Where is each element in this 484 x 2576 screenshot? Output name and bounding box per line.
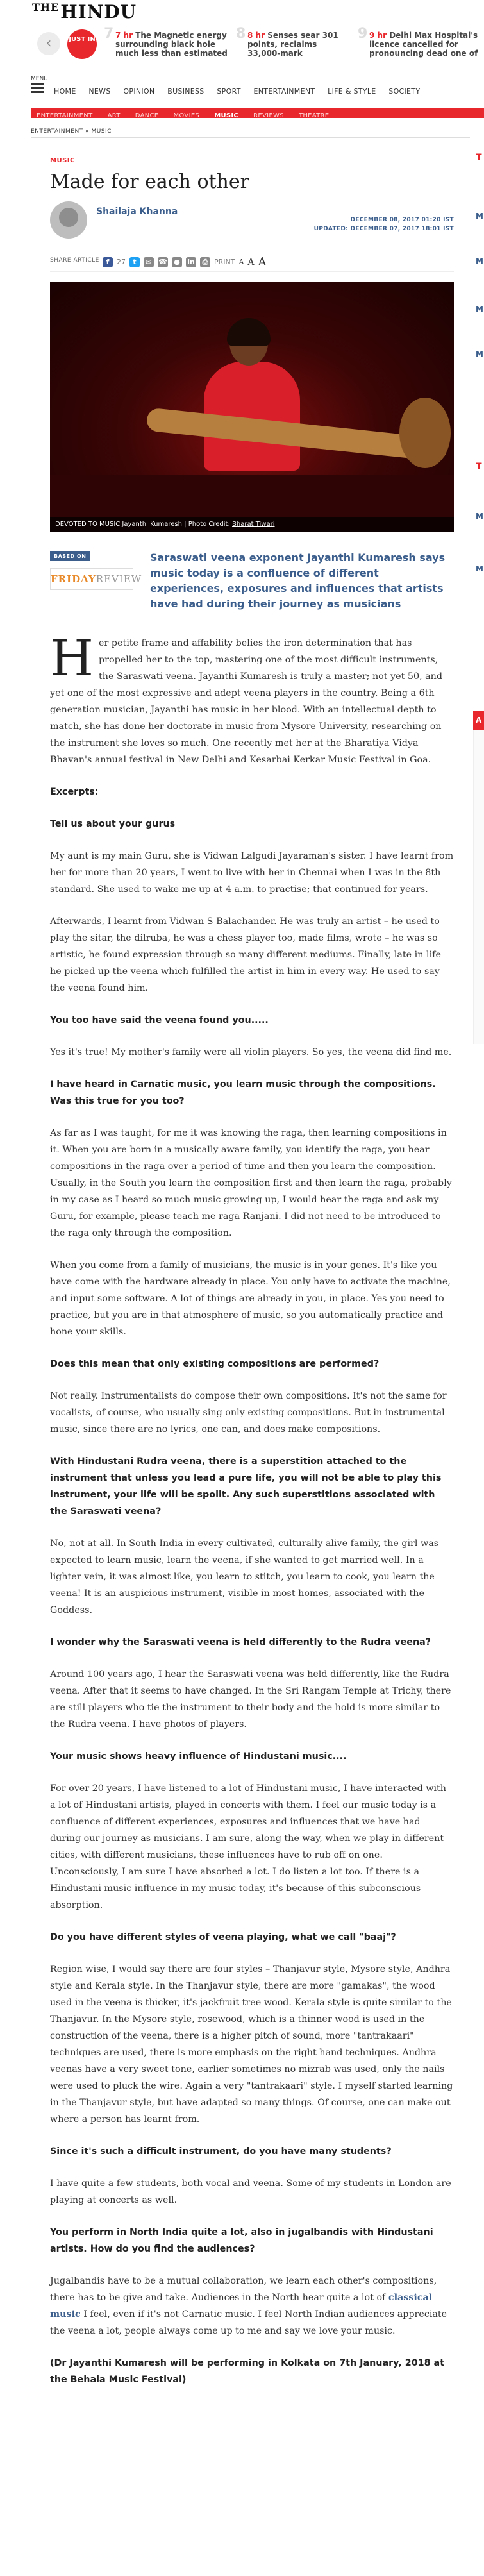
updated-date: UPDATED: DECEMBER 07, 2017 18:01 IST xyxy=(313,226,454,232)
answer: Yes it's true! My mother's family were all violin players. So yes, the veena did find me. xyxy=(50,1047,452,1057)
question: Your music shows heavy influence of Hindustani music.... xyxy=(50,1751,347,1762)
paragraph xyxy=(50,630,454,768)
drop-cap: H xyxy=(50,630,94,687)
hamburger-menu-icon[interactable] xyxy=(31,83,44,92)
friday-review-part2: REVIEW xyxy=(96,573,142,585)
answer: I have quite a few students, both vocal and veena. Some of my students in London are playing at concerts as well. xyxy=(50,2178,451,2205)
author-avatar xyxy=(50,201,87,239)
answer: My aunt is my main Guru, she is Vidwan Lalgudi Jayaraman's sister. I have learnt from her for more than 20 years, I went to live with her in Chennai when I was in the 8th standard. She used to wake me up at 4 a.m. to practise; that continued for years. xyxy=(50,851,454,895)
divider xyxy=(31,137,470,138)
subnav-item-entertainment[interactable]: ENTERTAINMENT xyxy=(37,112,93,119)
breadcrumb[interactable]: ENTERTAINMENT » MUSIC xyxy=(31,128,112,135)
logo-prefix: THE xyxy=(32,1,60,13)
question: Does this mean that only existing compositions are performed? xyxy=(50,1359,380,1369)
news-ticker xyxy=(32,24,484,64)
answer: When you come from a family of musicians, the music is in your genes. It's like you have come with the hardware already in place. You only have to activate the machine, and input some software. A lot of things are already in you, in place. Yes you need to practice, but you are in that atmosphere of music, so you automatically practice and hone your skills. xyxy=(50,1260,451,1337)
answer: As far as I was taught, for me it was knowing the raga, then learning compositions in it. When you are born in a musically aware family, you identify the raga, you hear compositions in the raga over a period of time and then you learn the composition. Usually, in the South you learn the composition first and then learn the raga, probably in my case as I heard so much music growing up, I would hear the raga and ask my Guru, for example, please teach me raga Ranjani. I did not need to be introduced to the raga only through the composition. xyxy=(50,1128,452,1238)
question: You perform in North India quite a lot, also in jugalbandis with Hindustani artists. How do you find the audiences? xyxy=(50,2227,433,2254)
section-tag[interactable]: MUSIC xyxy=(50,157,75,164)
rail-item[interactable]: M xyxy=(476,564,483,573)
rail-item[interactable]: M xyxy=(476,305,483,314)
answer: Not really. Instrumentalists do compose their own compositions. It's not the same for vocalists, of course, who usually sing only existing compositions. But in instrumental music, since there are no lyrics, one can, and does make compositions. xyxy=(50,1391,447,1435)
logo-text: HINDU xyxy=(60,1,137,22)
rail-item[interactable]: M xyxy=(476,212,483,221)
photo-credit-link[interactable]: Bharat Tiwari xyxy=(232,521,275,528)
author-name[interactable]: Shailaja Khanna xyxy=(96,206,178,217)
nav-item-life-style[interactable]: LIFE & STYLE xyxy=(328,87,376,96)
ticker-headline: The Magnetic energy surrounding black hole much less than estimated xyxy=(115,31,228,58)
answer: Afterwards, I learnt from Vidwan S Balachander. He was truly an artist – he used to play the sitar, the dilruba, he was a chess player too, made films, wrote – he was so artistic, he found expression through so many different mediums. Finally, late in life he picked up the veena which fulfilled the artist in him in every way. He used to say the veena found him. xyxy=(50,916,441,993)
ticker-number: 9 xyxy=(358,26,368,42)
answer: Around 100 years ago, I hear the Saraswati veena was held differently, like the Rudra veena. After that it seems to have changed. In the Sri Rangam Temple at Trichy, there are still players who tie the instrument to their body and the hold is more similar to the Rudra veena. I have photos of players. xyxy=(50,1669,451,1730)
photo-credit-label: Photo Credit: xyxy=(188,521,230,528)
question: You too have said the veena found you..... xyxy=(50,1015,269,1025)
nav-item-news[interactable]: NEWS xyxy=(88,87,111,96)
site-logo[interactable] xyxy=(32,1,137,22)
photo-caption: DEVOTED TO MUSIC Jayanthi Kumaresh | Photo Credit: Bharat Tiwari xyxy=(50,517,454,532)
question: With Hindustani Rudra veena, there is a superstition attached to the instrument that unless you lead a pure life, you will not be able to play this instrument, your life will be spoilt. Any such superstitions associated with the Saraswati veena? xyxy=(50,1456,442,1517)
nav-item-opinion[interactable]: OPINION xyxy=(123,87,155,96)
answer: Region wise, I would say there are four styles – Thanjavur style, Mysore style, Andhra style and Kerala style. In the Thanjavur style, there are more "gamakas", the wood used in the veena is thicker, it's jackfruit tree wood. Kerala style is quite similar to the Thanjavur. In the Mysore style, rosewood, which is a thinner wood is used in the construction of the veena, there is a higher pitch of sound, more "tantrakaari" techniques are used, there is more emphasis on the right hand techniques. Andhra veenas have a very sweet tone, earlier sometimes no mizrab was used, only the nails were used to pluck the wire. Again a very "tantrakaari" style. I myself started learning in the Thanjavur style, but have adapted so many things. Of course, one can make out where a person has learnt from. xyxy=(50,1964,453,2125)
based-on-badge: BASED ON xyxy=(50,551,90,561)
friday-review-logo[interactable] xyxy=(50,568,142,590)
font-size-medium-button[interactable]: A xyxy=(247,257,255,267)
menu-label: MENU xyxy=(31,76,48,82)
published-date: DECEMBER 08, 2017 01:20 IST xyxy=(350,217,454,223)
font-size-large-button[interactable]: A xyxy=(258,255,267,269)
article-intro xyxy=(50,550,454,621)
nav-item-entertainment[interactable]: ENTERTAINMENT xyxy=(253,87,315,96)
rail-heading: T xyxy=(476,462,482,472)
reddit-icon[interactable]: ● xyxy=(172,257,182,267)
email-icon[interactable]: ✉ xyxy=(144,257,154,267)
article-body xyxy=(50,630,454,2388)
print-label[interactable]: PRINT xyxy=(214,258,235,266)
rail-widget xyxy=(473,711,484,1044)
article-headline: Made for each other xyxy=(50,171,249,193)
rail-item[interactable]: M xyxy=(476,257,483,265)
rail-heading: T xyxy=(476,153,482,163)
ticker-item[interactable] xyxy=(358,26,484,62)
answer: No, not at all. In South India in every cultivated, culturally alive family, the girl was expected to learn music, learn the veena, if she wanted to get married well. In a lighter vein, it was almost like, you learn to stitch, you learn to cook, you learn the veena! It is an auspicious instrument, visible in most homes, associated with the Goddess. xyxy=(50,1538,439,1615)
ticker-prev-button[interactable]: ‹ xyxy=(37,32,60,55)
question: I have heard in Carnatic music, you learn music through the compositions. Was this true for you too? xyxy=(50,1079,436,1106)
hero-photo[interactable] xyxy=(50,282,454,532)
subnav-item-music[interactable]: MUSIC xyxy=(214,112,239,119)
byline xyxy=(50,201,454,246)
nav-item-sport[interactable]: SPORT xyxy=(217,87,241,96)
performance-note: (Dr Jayanthi Kumaresh will be performing in Kolkata on 7th January, 2018 at the Behala Music Festival) xyxy=(50,2358,445,2385)
question: Do you have different styles of veena playing, what we call "baaj"? xyxy=(50,1932,396,1942)
right-rail xyxy=(474,0,484,2576)
subnav-item-dance[interactable]: DANCE xyxy=(135,112,159,119)
whatsapp-icon[interactable]: ☎ xyxy=(158,257,167,266)
paragraph-text: er petite frame and affability belies the iron determination that has propelled her to the top, mastering one of the most difficult instruments, the Saraswati veena. Jayanthi Kumaresh is truly a master; not yet 50, and yet one of the most expressive and adept veena players in the country. Being a 6th generation musician, Jayanthi has music in her blood. With an intellectual depth to match, she has done her doctorate in music from Mysore University, researching on the instrument she loves so much. One recently met her at the Bharatiya Vidya Bhavan's annual festival in New Delhi and Kesarbai Kerkar Music Festival in Goa. xyxy=(50,638,443,765)
excerpts-heading: Excerpts: xyxy=(50,787,99,797)
ticker-time: 7 hr xyxy=(115,31,133,40)
subnav-item-art[interactable]: ART xyxy=(107,112,121,119)
question: I wonder why the Saraswati veena is held differently to the Rudra veena? xyxy=(50,1637,431,1647)
article-lede: Saraswati veena exponent Jayanthi Kumaresh says music today is a confluence of different experiences, exposures and influences that artists have had during their journey as musicians xyxy=(150,551,446,610)
ticker-time: 9 hr xyxy=(369,31,387,40)
linkedin-icon[interactable]: in xyxy=(186,257,196,267)
print-icon[interactable]: ⎙ xyxy=(200,257,210,267)
nav-item-business[interactable]: BUSINESS xyxy=(167,87,204,96)
section-subnav xyxy=(31,108,484,118)
rail-item[interactable]: M xyxy=(476,349,483,358)
ticker-item[interactable] xyxy=(104,26,229,62)
ticker-headline: Senses sear 301 points, reclaims 33,000-mark xyxy=(247,31,338,58)
share-bar xyxy=(50,249,454,272)
classical-music-link[interactable]: classical music xyxy=(50,2293,433,2319)
photo-veena-gourd xyxy=(399,398,451,468)
ticker-time: 8 hr xyxy=(247,31,265,40)
ticker-headline: Delhi Max Hospital's licence cancelled for pronouncing dead one of xyxy=(369,31,478,58)
friday-review-part1: FRIDAY xyxy=(51,573,96,585)
font-size-small-button[interactable]: A xyxy=(238,258,244,266)
question: Since it's such a difficult instrument, do you have many students? xyxy=(50,2146,392,2157)
facebook-icon[interactable]: f xyxy=(103,257,113,267)
photo-musician xyxy=(204,321,294,468)
main-nav xyxy=(54,87,430,96)
nav-item-home[interactable]: HOME xyxy=(54,87,76,96)
answer: For over 20 years, I have listened to a lot of Hindustani music, I have interacted with a lot of Hindustani artists, played in concerts with them. I feel our music today is a confluence of different experiences, exposures and influences that we have had during our journey as musicians. I am sure, along the way, when we play in different cities, with different musicians, these influences have to rub off on one. Unconsciously, I am sure I have absorbed a lot. I do listen a lot too. If there is a Hindustani music influence in my music today, it's because of this subconscious absorption. xyxy=(50,1783,446,1910)
subnav-item-movies[interactable]: MOVIES xyxy=(173,112,200,119)
subnav-item-theatre[interactable]: THEATRE xyxy=(298,112,330,119)
share-count: 27 xyxy=(117,258,126,266)
share-label: SHARE ARTICLE xyxy=(50,257,99,264)
just-in-badge: JUST IN xyxy=(67,29,97,59)
question: Tell us about your gurus xyxy=(50,819,176,829)
answer-text: I feel, even if it's not Carnatic music. I feel North Indian audiences appreciate the veena a lot, people always come up to me and say we love your music. xyxy=(50,2309,447,2336)
ticker-number: 8 xyxy=(236,26,246,42)
ticker-item[interactable] xyxy=(236,26,351,62)
ticker-number: 7 xyxy=(104,26,114,42)
article xyxy=(50,157,454,2403)
nav-item-society[interactable]: SOCIETY xyxy=(388,87,421,96)
answer xyxy=(50,2273,454,2339)
article-dates xyxy=(314,215,454,233)
answer-text: Jugalbandis have to be a mutual collaboration, we learn each other's compositions, there has to be give and take. Audiences in the North hear quite a lot of xyxy=(50,2276,437,2303)
twitter-icon[interactable]: t xyxy=(129,257,140,267)
rail-item[interactable]: M xyxy=(476,512,483,521)
subnav-item-reviews[interactable]: REVIEWS xyxy=(253,112,284,119)
caption-text: DEVOTED TO MUSIC Jayanthi Kumaresh xyxy=(55,521,182,528)
rail-widget-header[interactable]: A xyxy=(473,711,484,730)
masthead xyxy=(0,0,484,22)
